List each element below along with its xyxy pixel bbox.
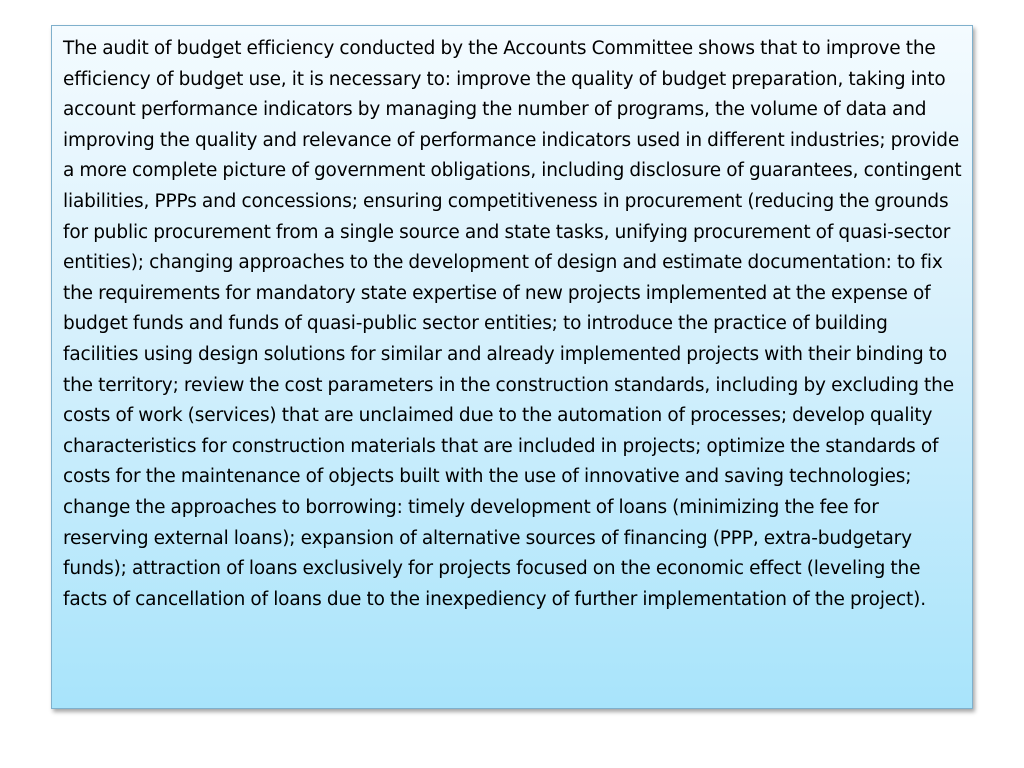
body-text: The audit of budget efficiency conducted by the Accounts Committee shows that to improve the efficiency of budget use, it is necessary to: improve the quality of budget preparation, taking into account performance indicators by managing the number of programs, the volume of data and improving the quality and relevance of performance indicators used in different industries; provide a more complete picture of government obligations, including disclosure of guarantees, contingent liabilities, PPPs and concessions; ensuring competitiveness in procurement (reducing the grounds for public procurement from a single source and state tasks, unifying procurement of quasi-sector entities); changing approaches to the development of design and estimate documentation: to fix the requirements for mandatory state expertise of new projects implemented at the expense of budget funds and funds of quasi-public sector entities; to introduce the practice of building facilities using design solutions for similar and already implemented projects with their binding to the territory; review the cost parameters in the construction standards, including by excluding the costs of work (services) that are unclaimed due to the automation of processes; develop quality characteristics for construction materials that are included in projects; optimize the standards of costs for the maintenance of objects built with the use of innovative and saving technologies; change the approaches to borrowing: timely development of loans (minimizing the fee for reserving external loans); expansion of alternative sources of financing (PPP, extra-budgetary funds); attraction of loans exclusively for projects focused on the economic effect (leveling the facts of cancellation of loans due to the inexpediency of further implementation of the project). [63,38,962,610]
text-box [51,25,973,709]
